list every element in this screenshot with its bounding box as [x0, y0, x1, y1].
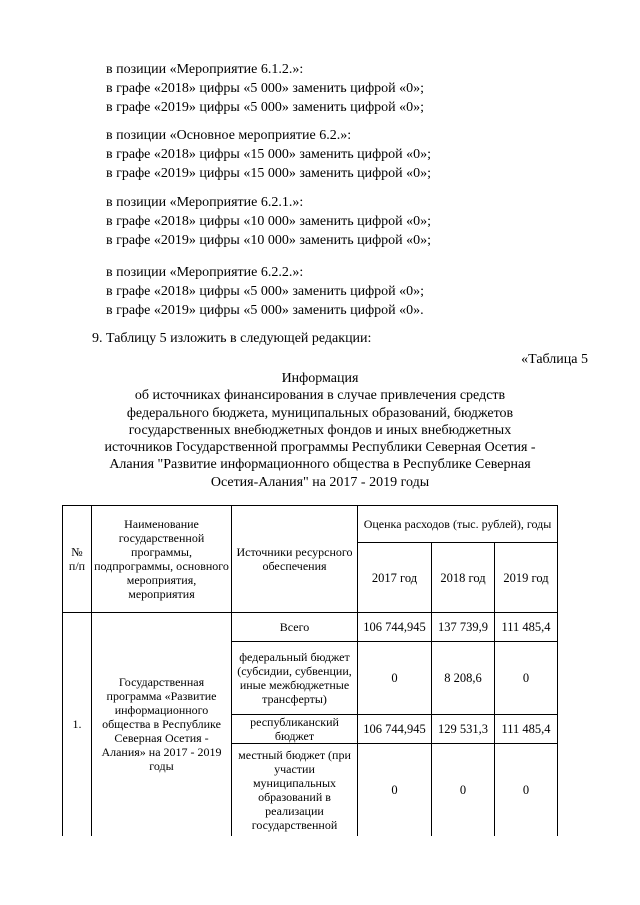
heading-line: федерального бюджета, муниципальных образований, бюджетов [126, 405, 514, 421]
table-row [63, 613, 558, 642]
header-num: № п/п [63, 506, 92, 613]
text-line: в позиции «Основное мероприятие 6.2.»: [106, 128, 352, 143]
value-2018: 129 531,3 [432, 715, 495, 744]
header-source: Источники ресурсного обеспечения [232, 506, 358, 613]
text-line: в графе «2019» цифры «15 000» заменить цифрой «0»; [106, 166, 432, 181]
heading-title: Информация [281, 371, 359, 386]
value-2017: 0 [358, 744, 432, 836]
value-2019: 0 [495, 642, 558, 715]
table-label: «Таблица 5 [521, 352, 588, 367]
text-line: в позиции «Мероприятие 6.2.2.»: [106, 265, 304, 280]
text-line: в графе «2018» цифры «10 000» заменить цифрой «0»; [106, 214, 432, 229]
text-line: в графе «2019» цифры «5 000» заменить цифрой «0». [106, 303, 424, 318]
heading-line: источников Государственной программы Республики Северная Осетия - [104, 440, 536, 456]
text-line: в графе «2019» цифры «5 000» заменить цифрой «0»; [106, 100, 425, 115]
value-2018: 0 [432, 744, 495, 836]
heading-line: Осетия-Алания" на 2017 - 2019 годы [210, 474, 430, 490]
text-line: в позиции «Мероприятие 6.2.1.»: [106, 195, 304, 210]
paragraph-1 [106, 60, 424, 117]
value-2019: 111 485,4 [495, 613, 558, 642]
financing-table [62, 505, 558, 836]
text-line: в графе «2018» цифры «5 000» заменить цифрой «0»; [106, 284, 425, 299]
paragraph-4 [106, 263, 424, 320]
value-2019: 0 [495, 744, 558, 836]
item-9: 9. Таблицу 5 изложить в следующей редакции: [92, 331, 372, 346]
text-line: в графе «2019» цифры «10 000» заменить цифрой «0»; [106, 233, 432, 248]
paragraph-3 [106, 193, 431, 250]
paragraph-2 [106, 126, 431, 183]
text-line: в графе «2018» цифры «5 000» заменить цифрой «0»; [106, 81, 425, 96]
value-2017: 106 744,945 [358, 613, 432, 642]
value-2018: 8 208,6 [432, 642, 495, 715]
row-name: Государственная программа «Развитие информационного общества в Республике Северная Осетия - Алания» на 2017 - 2019 годы [92, 613, 232, 836]
header-estimate: Оценка расходов (тыс. рублей), годы [358, 506, 558, 543]
header-name: Наименование государственной программы, подпрограммы, основного мероприятия, мероприятия [92, 506, 232, 613]
heading-line: государственных внебюджетных фондов и иных внебюджетных [128, 422, 512, 438]
heading-line: Алания "Развитие информационного общества в Республике Северная [109, 457, 531, 473]
text-line: в графе «2018» цифры «15 000» заменить цифрой «0»; [106, 147, 432, 162]
value-2017: 106 744,945 [358, 715, 432, 744]
value-2017: 0 [358, 642, 432, 715]
source-label: Всего [232, 613, 358, 642]
row-num: 1. [63, 613, 92, 836]
header-year-2019: 2019 год [495, 543, 558, 613]
header-year-2017: 2017 год [358, 543, 432, 613]
table-heading [70, 370, 570, 491]
value-2019: 111 485,4 [495, 715, 558, 744]
value-2018: 137 739,9 [432, 613, 495, 642]
text-line: в позиции «Мероприятие 6.1.2.»: [106, 62, 304, 77]
header-year-2018: 2018 год [432, 543, 495, 613]
source-label: местный бюджет (при участии муниципальных образований в реализации государственной [232, 744, 358, 836]
heading-line: об источниках финансирования в случае привлечения средств [134, 388, 506, 404]
source-label: республиканский бюджет [232, 715, 358, 744]
source-label: федеральный бюджет (субсидии, субвенции, иные межбюджетные трансферты) [232, 642, 358, 715]
